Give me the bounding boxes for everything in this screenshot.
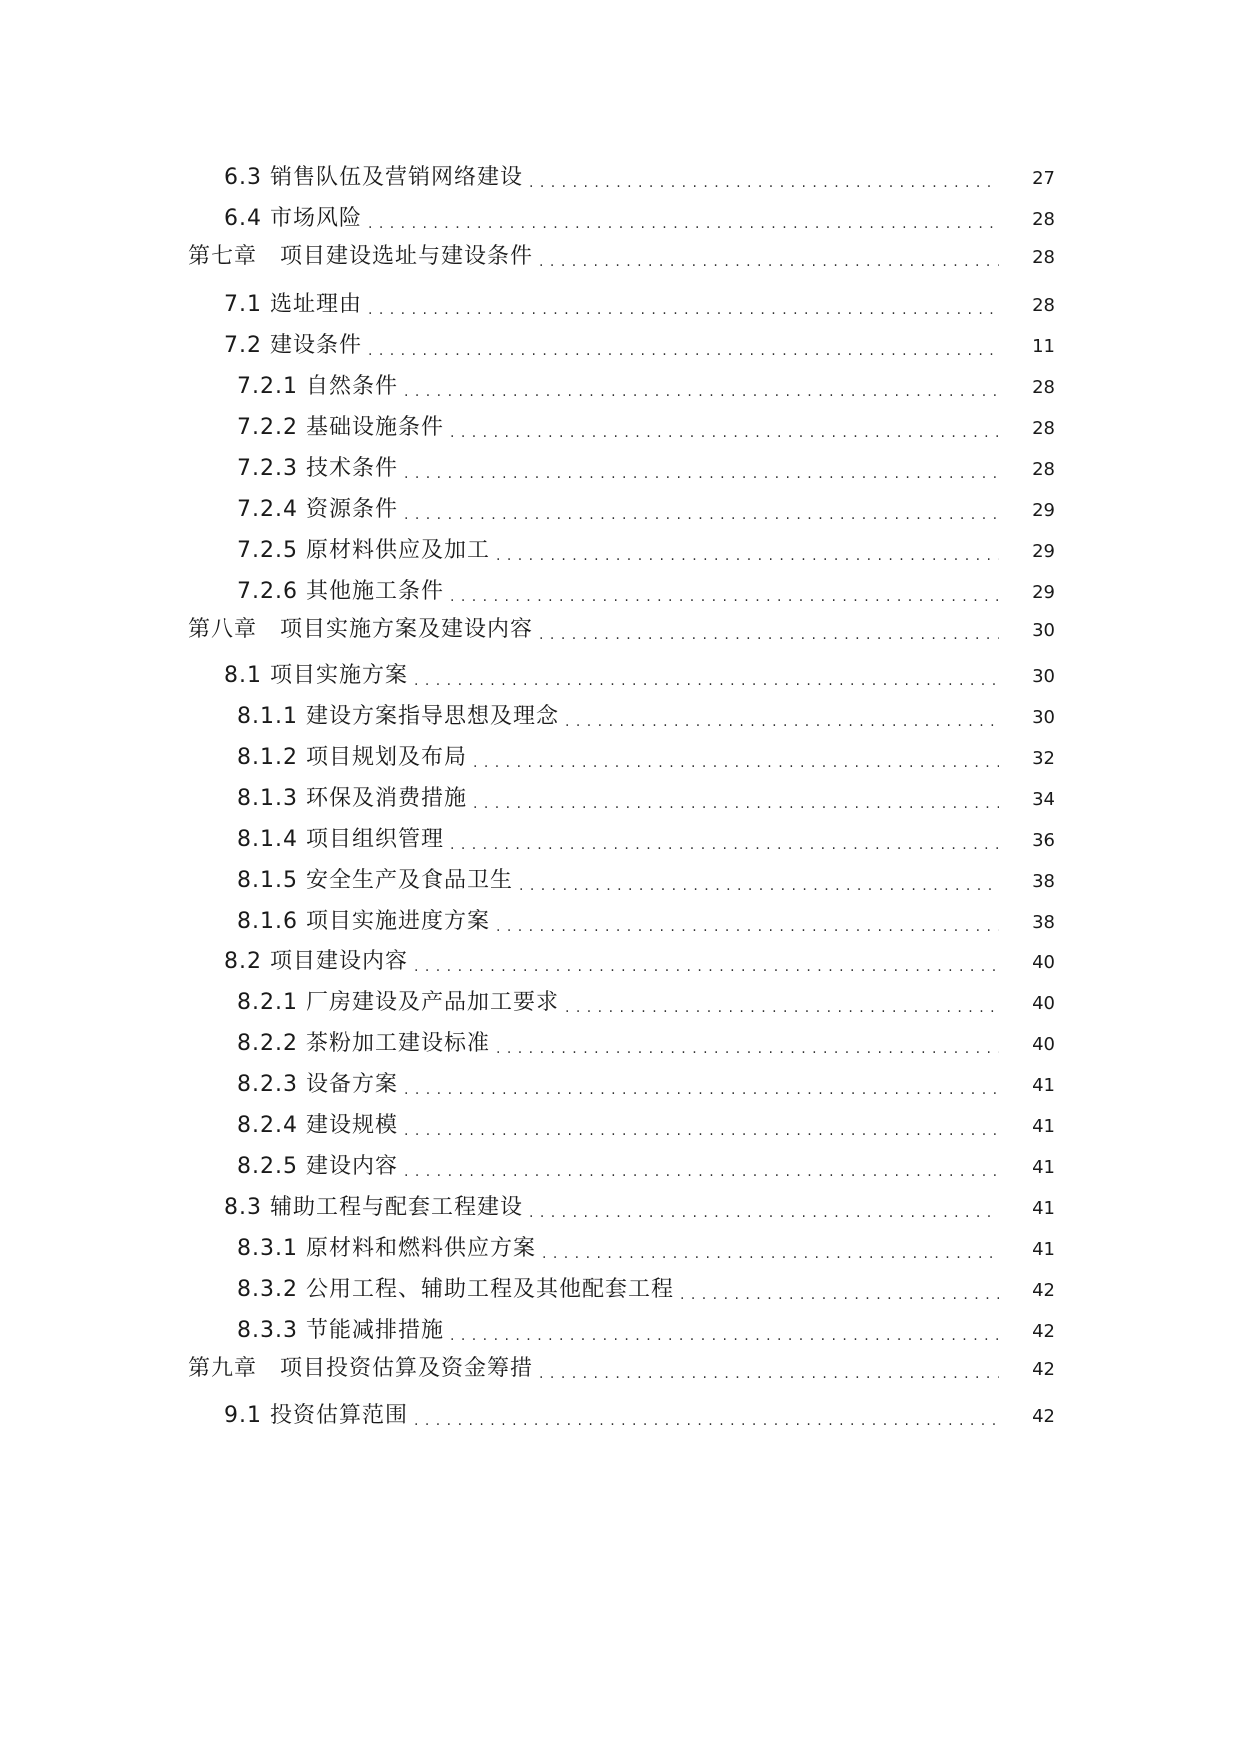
toc-entry[interactable] — [0, 1065, 1241, 1105]
toc-dot-leader — [529, 1195, 999, 1221]
toc-page-number: 36 — [1032, 829, 1055, 851]
toc-dot-leader — [565, 704, 999, 730]
toc-page-number: 42 — [1032, 1320, 1055, 1342]
toc-page-number: 41 — [1032, 1238, 1055, 1260]
toc-page-number: 42 — [1032, 1405, 1055, 1427]
toc-entry-title: 6.4 市场风险 — [224, 206, 362, 231]
toc-page-number: 40 — [1032, 992, 1055, 1014]
toc-entry[interactable] — [0, 1270, 1241, 1310]
toc-dot-leader — [519, 868, 999, 894]
toc-entry[interactable] — [0, 572, 1241, 612]
toc-entry-title: 8.2.2 茶粉加工建设标准 — [237, 1031, 490, 1056]
toc-entry-title: 8.1.2 项目规划及布局 — [237, 745, 467, 770]
toc-page-number: 28 — [1032, 376, 1055, 398]
toc-dot-leader — [414, 1403, 999, 1429]
toc-page-number: 27 — [1032, 167, 1055, 189]
toc-page-number: 42 — [1032, 1358, 1055, 1380]
toc-entry-title: 8.3.1 原材料和燃料供应方案 — [237, 1236, 536, 1261]
toc-entry-title: 7.2.1 自然条件 — [237, 374, 398, 399]
toc-dot-leader — [539, 617, 999, 643]
toc-entry[interactable] — [0, 861, 1241, 901]
toc-entry-title: 第七章 项目建设选址与建设条件 — [188, 244, 534, 269]
toc-entry-title: 8.1.3 环保及消费措施 — [237, 786, 467, 811]
toc-dot-leader — [529, 165, 999, 191]
toc-dot-leader — [404, 456, 999, 482]
toc-dot-leader — [473, 745, 999, 771]
toc-page-number: 38 — [1032, 911, 1055, 933]
toc-page-number: 32 — [1032, 747, 1055, 769]
toc-entry-title: 第八章 项目实施方案及建设内容 — [188, 617, 534, 642]
toc-page-number: 30 — [1032, 706, 1055, 728]
toc-entry[interactable] — [0, 1106, 1241, 1146]
toc-entry-title: 8.1.6 项目实施进度方案 — [237, 909, 490, 934]
toc-entry-title: 7.2.3 技术条件 — [237, 456, 398, 481]
toc-entry[interactable] — [0, 1188, 1241, 1228]
toc-page-number: 28 — [1032, 208, 1055, 230]
toc-page-number: 40 — [1032, 1033, 1055, 1055]
toc-page-number: 41 — [1032, 1156, 1055, 1178]
toc-page-number: 28 — [1032, 458, 1055, 480]
toc-page-number: 29 — [1032, 540, 1055, 562]
toc-dot-leader — [414, 663, 999, 689]
toc-dot-leader — [565, 990, 999, 1016]
toc-entry-title: 8.2.3 设备方案 — [237, 1072, 398, 1097]
toc-entry-title: 7.2.6 其他施工条件 — [237, 579, 444, 604]
toc-entry[interactable] — [0, 738, 1241, 778]
toc-dot-leader — [404, 1154, 999, 1180]
toc-chapter-entry[interactable] — [0, 1349, 1241, 1389]
toc-entry[interactable] — [0, 158, 1241, 198]
toc-dot-leader — [368, 292, 999, 318]
toc-dot-leader — [450, 1318, 999, 1344]
toc-page-number: 28 — [1032, 246, 1055, 268]
toc-page-number: 28 — [1032, 417, 1055, 439]
toc-page-number: 41 — [1032, 1115, 1055, 1137]
toc-entry-title: 8.1 项目实施方案 — [224, 663, 408, 688]
toc-entry[interactable] — [0, 1024, 1241, 1064]
toc-entry-title: 8.1.4 项目组织管理 — [237, 827, 444, 852]
toc-dot-leader — [404, 374, 999, 400]
toc-entry[interactable] — [0, 1396, 1241, 1436]
toc-page-number: 30 — [1032, 665, 1055, 687]
toc-entry[interactable] — [0, 779, 1241, 819]
toc-entry-title: 第九章 项目投资估算及资金筹措 — [188, 1356, 534, 1381]
toc-dot-leader — [404, 1113, 999, 1139]
toc-entry[interactable] — [0, 1229, 1241, 1269]
toc-chapter-entry[interactable] — [0, 610, 1241, 650]
toc-page-number: 29 — [1032, 499, 1055, 521]
toc-entry[interactable] — [0, 820, 1241, 860]
toc-entry[interactable] — [0, 942, 1241, 982]
toc-page-number: 38 — [1032, 870, 1055, 892]
toc-chapter-entry[interactable] — [0, 237, 1241, 277]
toc-page-number: 34 — [1032, 788, 1055, 810]
toc-entry[interactable] — [0, 1147, 1241, 1187]
toc-page-number: 11 — [1032, 335, 1055, 357]
toc-dot-leader — [368, 333, 999, 359]
toc-entry-title: 8.3.2 公用工程、辅助工程及其他配套工程 — [237, 1277, 674, 1302]
toc-entry-title: 8.1.5 安全生产及食品卫生 — [237, 868, 513, 893]
toc-page-number: 41 — [1032, 1074, 1055, 1096]
toc-dot-leader — [450, 415, 999, 441]
toc-entry-title: 8.1.1 建设方案指导思想及理念 — [237, 704, 559, 729]
toc-entry[interactable] — [0, 408, 1241, 448]
toc-entry-title: 8.2.4 建设规模 — [237, 1113, 398, 1138]
toc-dot-leader — [542, 1236, 999, 1262]
toc-dot-leader — [368, 206, 999, 232]
toc-dot-leader — [680, 1277, 999, 1303]
toc-entry[interactable] — [0, 531, 1241, 571]
toc-entry-title: 8.3.3 节能减排措施 — [237, 1318, 444, 1343]
toc-entry-title: 7.2.4 资源条件 — [237, 497, 398, 522]
toc-dot-leader — [473, 786, 999, 812]
toc-page-number: 28 — [1032, 294, 1055, 316]
toc-dot-leader — [539, 244, 999, 270]
toc-entry[interactable] — [0, 285, 1241, 325]
toc-entry-title: 8.2.5 建设内容 — [237, 1154, 398, 1179]
toc-entry-title: 7.1 选址理由 — [224, 292, 362, 317]
toc-dot-leader — [404, 1072, 999, 1098]
toc-page-number: 41 — [1032, 1197, 1055, 1219]
toc-dot-leader — [414, 949, 999, 975]
toc-entry[interactable] — [0, 1311, 1241, 1351]
toc-dot-leader — [539, 1356, 999, 1382]
toc-entry[interactable] — [0, 199, 1241, 239]
toc-entry[interactable] — [0, 367, 1241, 407]
toc-entry-title: 9.1 投资估算范围 — [224, 1403, 408, 1428]
toc-entry-title: 6.3 销售队伍及营销网络建设 — [224, 165, 523, 190]
toc-entry-title: 7.2 建设条件 — [224, 333, 362, 358]
toc-dot-leader — [496, 1031, 999, 1057]
toc-entry[interactable] — [0, 326, 1241, 366]
toc-entry-title: 7.2.2 基础设施条件 — [237, 415, 444, 440]
toc-entry[interactable] — [0, 490, 1241, 530]
toc-entry[interactable] — [0, 902, 1241, 942]
toc-entry[interactable] — [0, 656, 1241, 696]
toc-dot-leader — [496, 538, 999, 564]
toc-entry[interactable] — [0, 983, 1241, 1023]
toc-entry-title: 8.3 辅助工程与配套工程建设 — [224, 1195, 523, 1220]
toc-entry[interactable] — [0, 697, 1241, 737]
toc-dot-leader — [496, 909, 999, 935]
toc-entry-title: 7.2.5 原材料供应及加工 — [237, 538, 490, 563]
toc-page-number: 29 — [1032, 581, 1055, 603]
toc-entry[interactable] — [0, 449, 1241, 489]
toc-entry-title: 8.2 项目建设内容 — [224, 949, 408, 974]
toc-dot-leader — [450, 827, 999, 853]
toc-entry-title: 8.2.1 厂房建设及产品加工要求 — [237, 990, 559, 1015]
toc-page-number: 40 — [1032, 951, 1055, 973]
toc-dot-leader — [450, 579, 999, 605]
toc-page-number: 30 — [1032, 619, 1055, 641]
toc-page-number: 42 — [1032, 1279, 1055, 1301]
toc-dot-leader — [404, 497, 999, 523]
